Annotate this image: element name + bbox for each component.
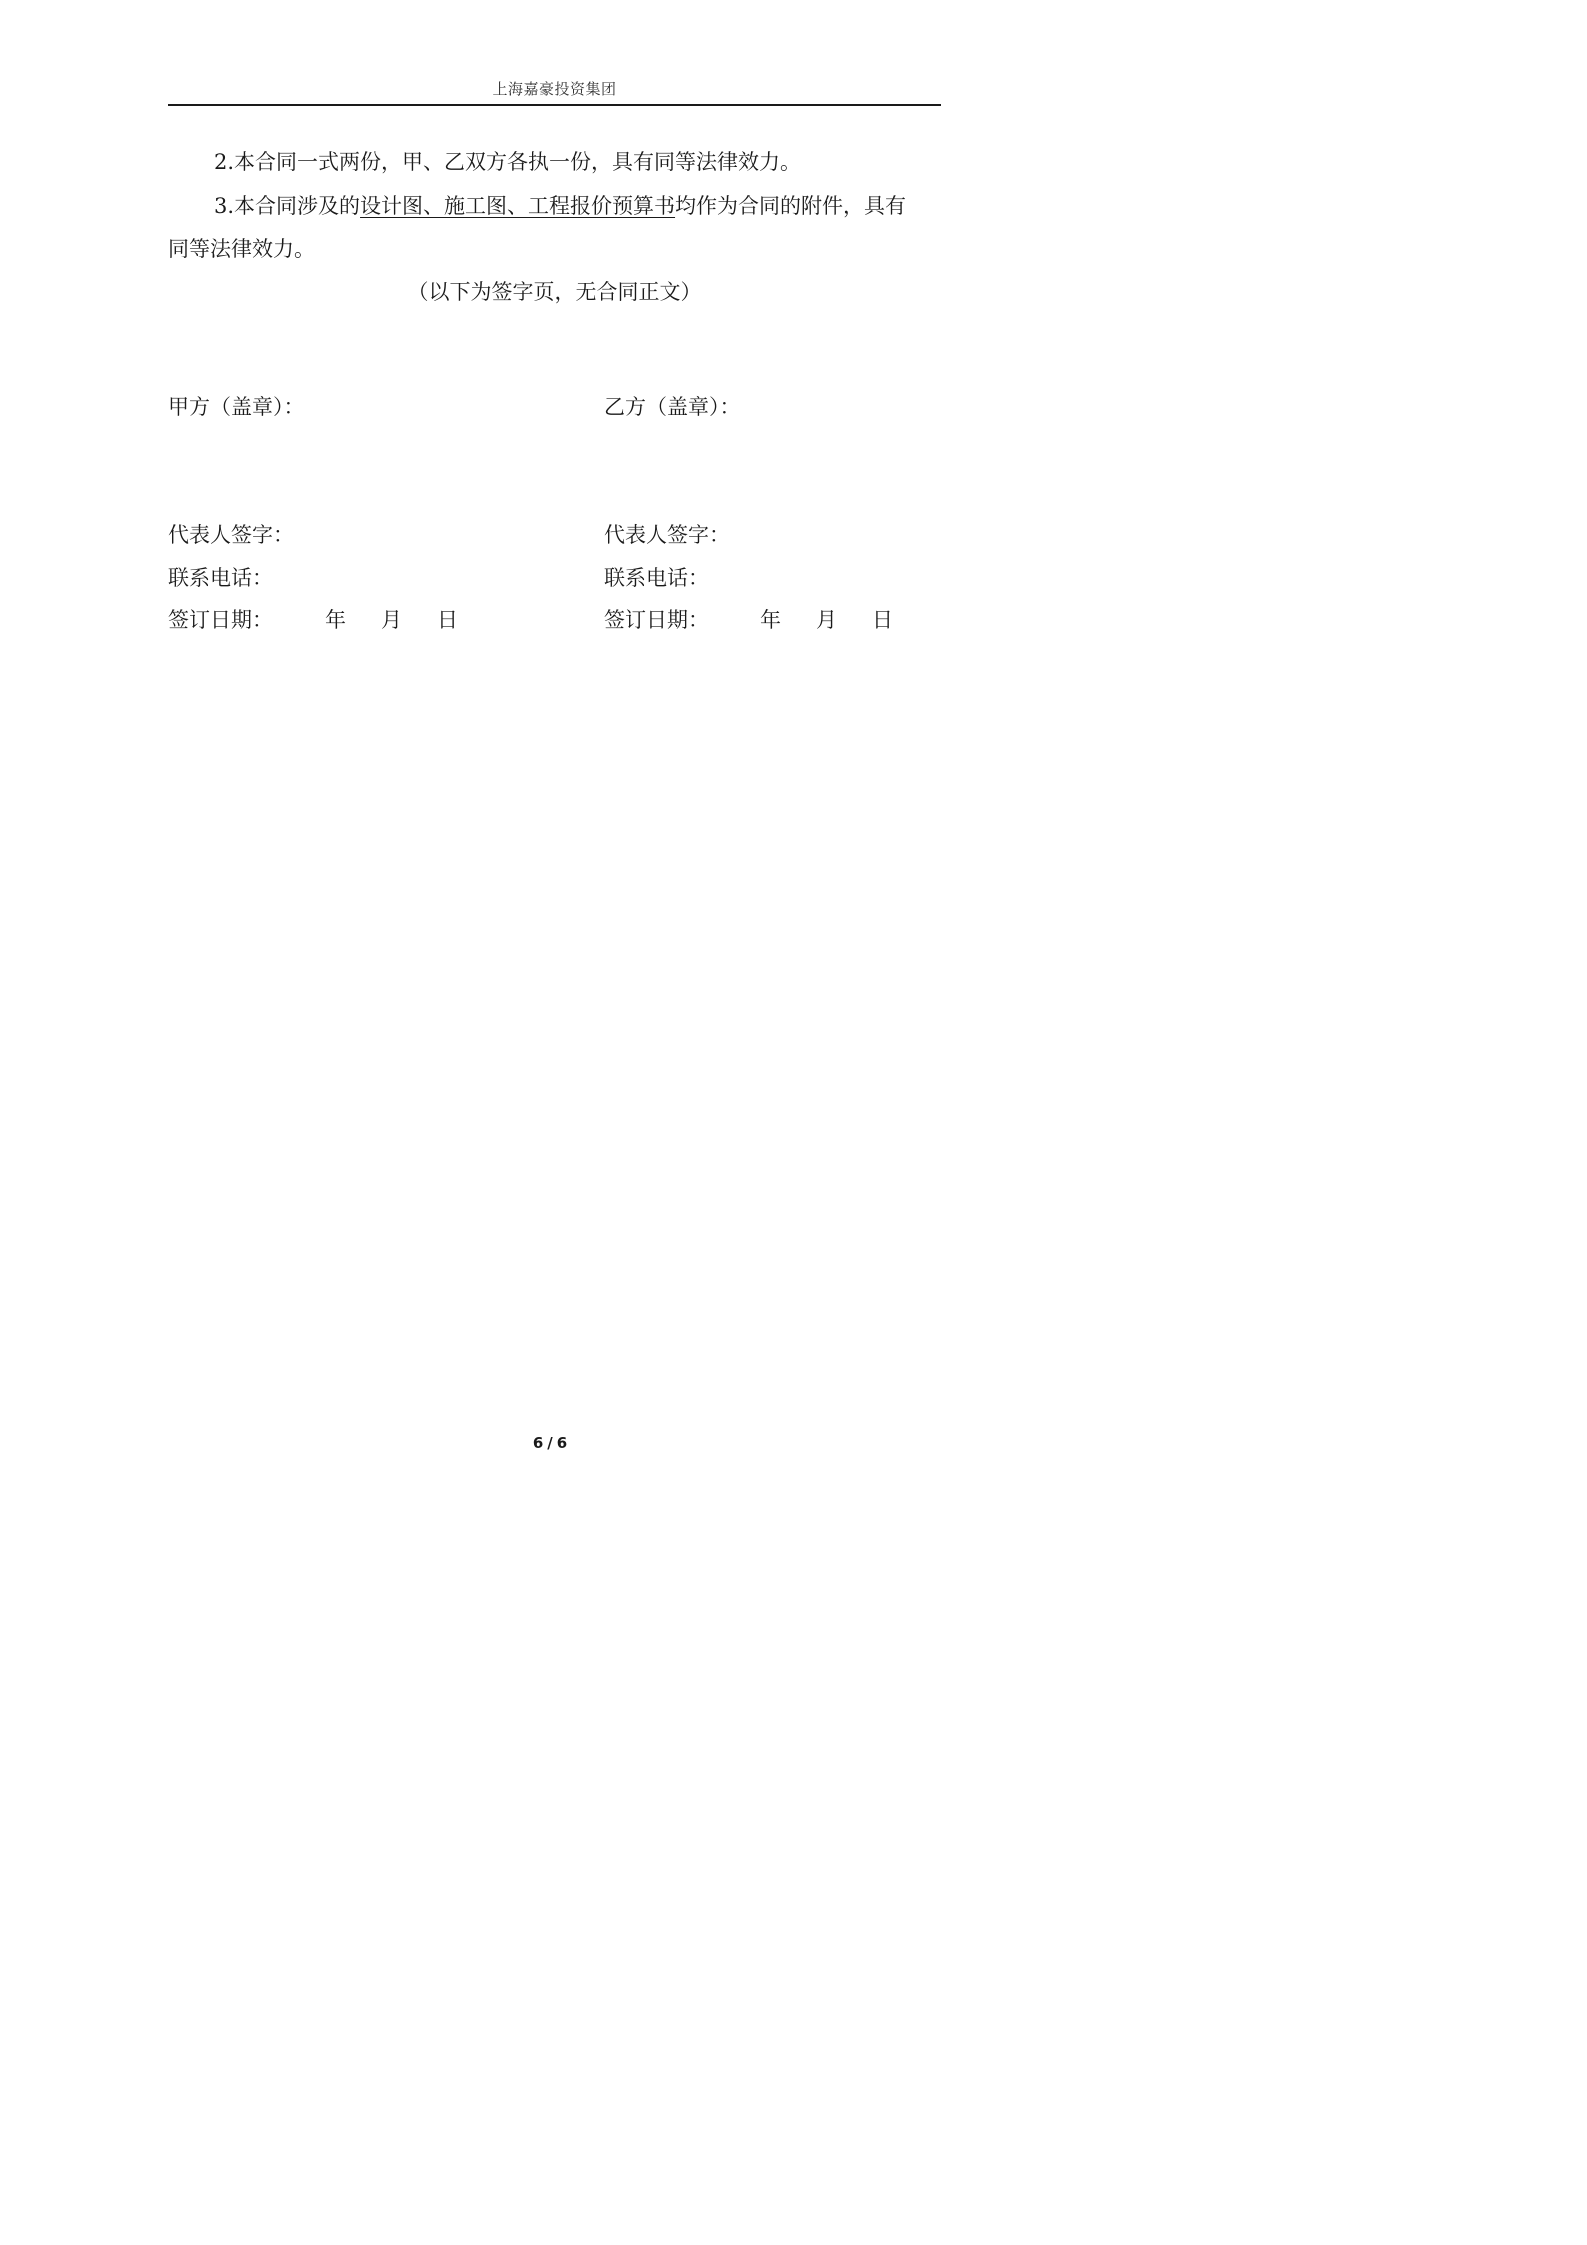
clause-3-prefix: 3.本合同涉及的: [214, 194, 361, 218]
party-b-seal-label: 乙方（盖章）：: [604, 395, 741, 419]
party-a-phone-label: 联系电话：: [168, 566, 273, 590]
party-a-seal-label: 甲方（盖章）：: [168, 395, 305, 419]
party-b-representative-label: 代表人签字：: [604, 523, 730, 547]
clause-3-continued: 同等法律效力。: [168, 237, 315, 261]
party-b-month-label: 月: [816, 608, 837, 632]
page-header: [168, 76, 941, 106]
party-b-year-label: 年: [760, 608, 781, 632]
current-page: 6: [532, 1434, 544, 1452]
party-b-day-label: 日: [872, 608, 893, 632]
party-a-day-label: 日: [437, 608, 458, 632]
header-company-name: 上海嘉豪投资集团: [492, 80, 617, 98]
signature-page-note: （以下为签字页，无合同正文）: [407, 280, 702, 304]
party-a-year-label: 年: [325, 608, 346, 632]
clause-2: 2.本合同一式两份，甲、乙双方各执一份，具有同等法律效力。: [214, 150, 802, 174]
clause-3-attachments: 设计图、施工图、工程报价预算书: [360, 194, 676, 218]
clause-3-suffix: 均作为合同的附件，具有: [675, 194, 907, 218]
party-b-phone-label: 联系电话：: [604, 566, 709, 590]
party-b-date-label: 签订日期：: [604, 608, 709, 632]
party-a-date-label: 签订日期：: [168, 608, 273, 632]
party-a-representative-label: 代表人签字：: [168, 523, 294, 547]
clause-3: [214, 191, 906, 221]
page-separator: /: [547, 1434, 553, 1452]
total-pages: 6: [556, 1434, 568, 1452]
party-a-month-label: 月: [381, 608, 402, 632]
page-number: [0, 1434, 1100, 1452]
